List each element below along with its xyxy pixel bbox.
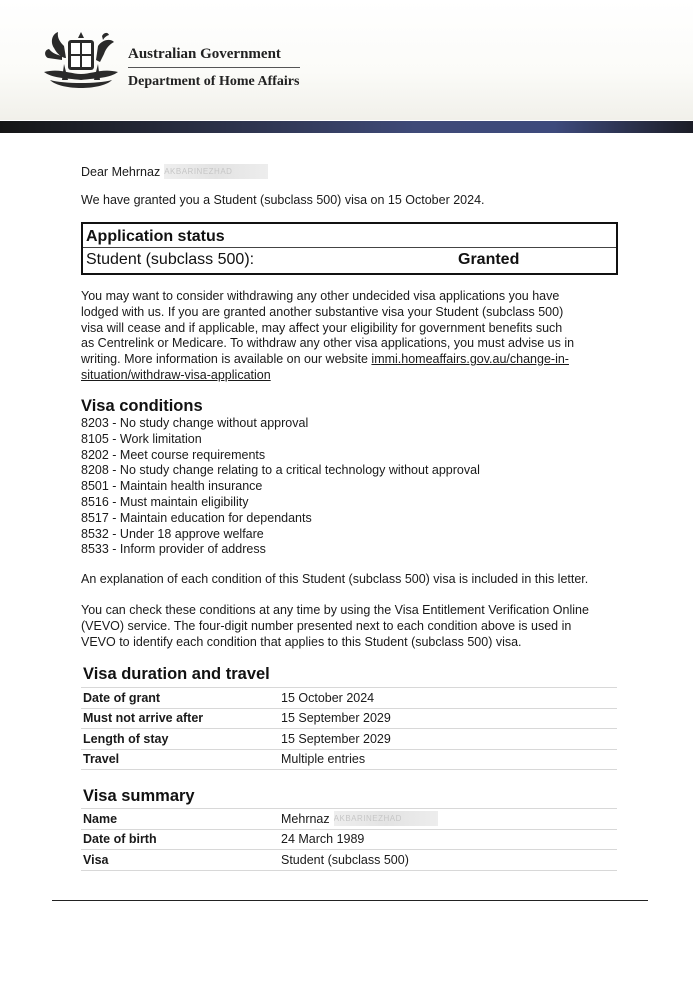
condition-item: 8516 - Must maintain eligibility: [81, 494, 249, 509]
visa-summary-table: [81, 808, 617, 871]
withdraw-line-text: writing. More information is available on our website: [81, 352, 372, 367]
row-label: Length of stay: [81, 729, 279, 750]
status-title: Application status: [86, 228, 225, 245]
withdraw-link-continued[interactable]: situation/withdraw-visa-application: [81, 367, 271, 382]
visa-duration-heading: Visa duration and travel: [83, 665, 270, 683]
vevo-line: VEVO to identify each condition that applies to this Student (subclass 500) visa.: [81, 634, 522, 649]
visa-summary-heading: Visa summary: [83, 787, 195, 805]
status-value: Granted: [458, 251, 520, 268]
condition-item: 8517 - Maintain education for dependants: [81, 510, 312, 525]
withdraw-line: [81, 352, 621, 368]
withdraw-line: as Centrelink or Medicare. To withdraw any other visa applications, you must advise us in: [81, 336, 575, 351]
withdraw-line: You may want to consider withdrawing any other undecided visa applications you have: [81, 289, 560, 303]
row-value: Student (subclass 500): [279, 850, 617, 871]
table-row: [81, 708, 617, 729]
table-row: [81, 729, 617, 750]
department-name: Department of Home Affairs: [128, 74, 300, 89]
row-value: [279, 809, 617, 830]
condition-item: 8203 - No study change without approval: [81, 416, 309, 430]
letterhead: [0, 0, 693, 120]
holder-name: Mehrnaz: [281, 812, 330, 827]
row-label: Must not arrive after: [81, 708, 279, 729]
vevo-paragraph: [81, 603, 621, 650]
visa-duration-table: [81, 687, 617, 770]
salutation-text: Dear Mehrnaz: [81, 165, 161, 179]
withdraw-line: [81, 368, 621, 384]
status-divider: [83, 247, 616, 248]
row-value: Multiple entries: [279, 749, 617, 770]
vevo-line: (VEVO) service. The four-digit number presented next to each condition above is used in: [81, 618, 572, 633]
condition-item: 8202 - Meet course requirements: [81, 447, 266, 462]
withdraw-paragraph: [81, 289, 621, 384]
table-row: [81, 809, 617, 830]
salutation: [81, 164, 268, 181]
table-row: [81, 829, 617, 850]
condition-item: 8208 - No study change relating to a critical technology without approval: [81, 463, 480, 478]
row-value: 15 October 2024: [279, 688, 617, 709]
visa-conditions-list: [81, 416, 480, 558]
conditions-explanation: An explanation of each condition of this Student (subclass 500) visa is included in this letter.: [81, 572, 589, 586]
table-row: [81, 749, 617, 770]
row-label: Date of grant: [81, 688, 279, 709]
row-value: 24 March 1989: [279, 829, 617, 850]
condition-item: 8105 - Work limitation: [81, 431, 202, 446]
header-divider: [128, 67, 300, 68]
row-label: Date of birth: [81, 829, 279, 850]
table-row: [81, 688, 617, 709]
row-label: Travel: [81, 749, 279, 770]
visa-conditions-heading: Visa conditions: [81, 397, 203, 415]
coat-of-arms-icon: [40, 28, 122, 92]
condition-item: 8501 - Maintain health insurance: [81, 479, 263, 494]
withdraw-line: visa will cease and if applicable, may affect your eligibility for government benefits such: [81, 320, 563, 335]
status-visa-label: Student (subclass 500):: [86, 251, 255, 268]
footer-divider: [52, 900, 648, 901]
withdraw-link[interactable]: immi.homeaffairs.gov.au/change-in-: [371, 352, 569, 367]
condition-item: 8533 - Inform provider of address: [81, 542, 266, 557]
application-status-box: [81, 222, 618, 275]
header-band: [0, 121, 693, 133]
row-label: Name: [81, 809, 279, 830]
redacted-surname: AKBARINEZHAD: [164, 164, 268, 179]
row-label: Visa: [81, 850, 279, 871]
withdraw-line: lodged with us. If you are granted another substantive visa your Student (subclass 500): [81, 304, 564, 319]
grant-sentence: We have granted you a Student (subclass 500) visa on 15 October 2024.: [81, 193, 485, 207]
condition-item: 8532 - Under 18 approve welfare: [81, 526, 264, 541]
vevo-line: You can check these conditions at any time by using the Visa Entitlement Verification Online: [81, 603, 589, 617]
redacted-surname: AKBARINEZHAD: [334, 811, 438, 826]
row-value: 15 September 2029: [279, 729, 617, 750]
table-row: [81, 850, 617, 871]
row-value: 15 September 2029: [279, 708, 617, 729]
government-name: Australian Government: [128, 46, 281, 62]
